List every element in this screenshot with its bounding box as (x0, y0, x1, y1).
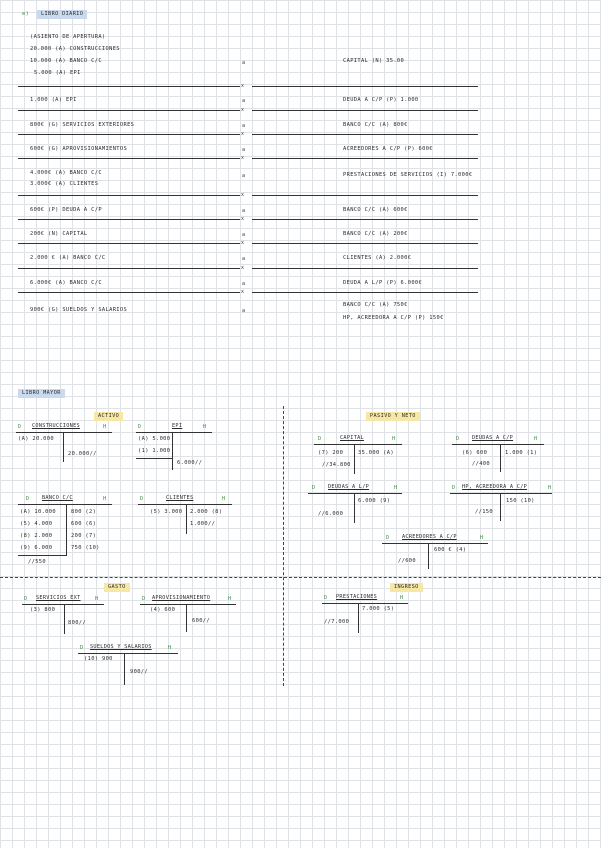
separator-x: x (241, 107, 245, 113)
vertical-divider (283, 406, 284, 686)
t-center-line (124, 653, 125, 685)
account-name: CAPITAL (340, 435, 364, 441)
debe-label: D (24, 596, 28, 602)
entry-debit: 900€ (G) SUELDOS Y SALARIOS (30, 307, 128, 313)
haber-entry: 600 € (4) (434, 547, 467, 553)
debe-entry: (A) 5.000 (138, 436, 171, 442)
t-center-line (63, 432, 64, 462)
separator-line (252, 243, 478, 244)
t-top-line (136, 432, 212, 433)
debe-entry: (5) 3.000 (150, 509, 183, 515)
opening-line: 20.000 (A) CONSTRUCCIONES (30, 46, 120, 52)
account-name: SERVICIOS EXT (36, 595, 81, 601)
section-activo: ACTIVO (94, 412, 123, 421)
t-center-line (428, 543, 429, 569)
t-center-line (358, 603, 359, 633)
balance: //150 (475, 509, 493, 515)
entry-debit: 3.000€ (A) CLIENTES (30, 181, 99, 187)
haber-label: H (534, 436, 538, 442)
separator-line (18, 110, 240, 111)
section-ingreso: INGRESO (390, 583, 423, 592)
haber-label: H (394, 485, 398, 491)
haber-label: H (103, 424, 107, 430)
separator-x: x (241, 192, 245, 198)
haber-entry: 35.000 (A) (358, 450, 394, 456)
debe-entry: (8) 2.000 (20, 533, 53, 539)
entry-credit: DEUDA A L/P (P) 6.000€ (343, 280, 423, 286)
horizontal-divider (0, 577, 601, 578)
debe-label: D (386, 535, 390, 541)
balance: //550 (28, 559, 46, 565)
account-name: CLIENTES (166, 495, 194, 501)
balance: //6.000 (318, 511, 344, 517)
entry-credit: HP, ACREEDORA A C/P (P) 150€ (343, 315, 444, 321)
separator-line (252, 268, 478, 269)
entry-a: a (242, 98, 246, 104)
t-top-line (382, 543, 488, 544)
section-pasivo: PASIVO Y NETO (366, 412, 420, 421)
separator-x: x (241, 289, 245, 295)
account-name: DEUDAS A L/P (328, 484, 370, 490)
haber-entry: 6.000 (9) (358, 498, 391, 504)
opening-line: 5.000 (A) EPI (34, 70, 81, 76)
account-name: DEUDAS A C/P (472, 435, 514, 441)
entry-a: a (242, 256, 246, 262)
haber-entry: 600 (6) (71, 521, 97, 527)
entry-a: a (242, 60, 246, 66)
debe-entry: (6) 600 (462, 450, 488, 456)
entry-debit: 600€ (P) DEUDA A C/P (30, 207, 102, 213)
debe-label: D (456, 436, 460, 442)
entry-credit: CLIENTES (A) 2.000€ (343, 255, 412, 261)
separator-line (252, 158, 478, 159)
entry-credit: ACREEDORES A C/P (P) 600€ (343, 146, 433, 152)
haber-entry: 750 (10) (71, 545, 100, 551)
entry-credit: BANCO C/C (A) 600€ (343, 207, 408, 213)
debe-entry: (A) 10.000 (20, 509, 56, 515)
t-center-line (354, 493, 355, 523)
entry-debit: 2.000 € (A) BANCO C/C (30, 255, 106, 261)
entry-debit: 6.000€ (A) BANCO C/C (30, 280, 102, 286)
debe-label: D (142, 596, 146, 602)
t-center-line (500, 444, 501, 472)
account-name: SUELDOS Y SALARIOS (90, 644, 152, 650)
entry-a: a (242, 232, 246, 238)
haber-entry: 7.000 (5) (362, 606, 395, 612)
entry-credit: PRESTACIONES DE SERVICIOS (I) 7.000€ (343, 172, 473, 178)
debe-label: D (140, 496, 144, 502)
libro-diario-title: LIBRO DIARIO (37, 10, 87, 19)
entry-credit: CAPITAL (N) 35.00 (343, 58, 405, 64)
entry-credit: DEUDA A C/P (P) 1.000 (343, 97, 419, 103)
separator-x: x (241, 265, 245, 271)
haber-label: H (400, 595, 404, 601)
debe-label: D (138, 424, 142, 430)
balance: //600 (398, 558, 416, 564)
balance: //34.800 (322, 462, 351, 468)
account-name: BANCO C/C (42, 495, 73, 501)
debe-entry: (10) 900 (84, 656, 113, 662)
debe-label: D (18, 424, 22, 430)
account-name: HP, ACREEDORA A C/P (462, 484, 528, 490)
account-name: PRESTACIONES (336, 594, 378, 600)
haber-label: H (228, 596, 232, 602)
haber-label: H (103, 496, 107, 502)
separator-line (252, 86, 478, 87)
debe-entry: (5) 4.000 (20, 521, 53, 527)
t-top-line (314, 444, 402, 445)
haber-label: H (168, 645, 172, 651)
haber-entry: 2.000 (8) (190, 509, 223, 515)
balance: 800// (68, 620, 86, 626)
separator-x: x (241, 155, 245, 161)
entry-credit: BANCO C/C (A) 800€ (343, 122, 408, 128)
t-center-line (500, 493, 501, 521)
separator-line (18, 86, 240, 87)
balance: 20.000// (68, 451, 97, 457)
t-top-line (78, 653, 178, 654)
opening-line: (ASIENTO DE APERTURA) (30, 34, 106, 40)
entry-debit: 1.000 (A) EPI (30, 97, 77, 103)
separator-line (252, 195, 478, 196)
balance: 1.000// (190, 521, 216, 527)
entry-a: a (242, 308, 246, 314)
section-gasto: GASTO (104, 583, 130, 592)
t-center-line (172, 432, 173, 470)
separator-line (18, 134, 240, 135)
balance: //7.000 (324, 619, 350, 625)
debe-label: D (80, 645, 84, 651)
separator-line (18, 219, 240, 220)
separator-line (252, 292, 478, 293)
separator-line (18, 292, 240, 293)
t-top-line (138, 504, 232, 505)
separator-x: x (241, 216, 245, 222)
debe-entry: (3) 800 (30, 607, 56, 613)
t-center-line (354, 444, 355, 474)
haber-label: H (222, 496, 226, 502)
entry-debit: 4.000€ (A) BANCO C/C (30, 170, 102, 176)
haber-label: H (548, 485, 552, 491)
t-top-line (140, 604, 236, 605)
t-center-line (186, 504, 187, 534)
haber-label: H (392, 436, 396, 442)
haber-label: H (480, 535, 484, 541)
debe-label: D (324, 595, 328, 601)
account-name: APROVISIONAMIENTO (152, 595, 211, 601)
libro-mayor-title: LIBRO MAYOR (18, 389, 65, 398)
opening-line: 10.000 (A) BANCO C/C (30, 58, 102, 64)
entry-credit: BANCO C/C (A) 750€ (343, 302, 408, 308)
entry-a: a (242, 281, 246, 287)
balance: 900// (130, 669, 148, 675)
entry-debit: 600€ (G) APROVISIONAMIENTOS (30, 146, 128, 152)
t-top-line (18, 504, 112, 505)
separator-line (18, 195, 240, 196)
t-top-line (452, 444, 544, 445)
entry-a: a (242, 123, 246, 129)
t-center-line (66, 504, 67, 556)
balance: //400 (472, 461, 490, 467)
separator-line (252, 219, 478, 220)
t-center-line (186, 604, 187, 632)
separator-line (18, 268, 240, 269)
account-name: CONSTRUCCIONES (32, 423, 80, 429)
balance: 6.000// (177, 460, 203, 466)
debe-label: D (452, 485, 456, 491)
haber-entry: 1.000 (1) (505, 450, 538, 456)
t-top-line (322, 603, 408, 604)
debe-entry: (7) 200 (318, 450, 344, 456)
entry-a: a (242, 208, 246, 214)
entry-debit: 200€ (N) CAPITAL (30, 231, 88, 237)
account-name: EPI (172, 423, 183, 429)
separator-line (252, 110, 478, 111)
debe-entry: (A) 20.000 (18, 436, 54, 442)
haber-label: H (203, 424, 207, 430)
entry-debit: 800€ (G) SERVICIOS EXTERIORES (30, 122, 135, 128)
separator-line (252, 134, 478, 135)
separator-line (18, 158, 240, 159)
debe-entry: (4) 600 (150, 607, 176, 613)
account-name: ACREEDORES A C/P (402, 534, 457, 540)
debe-label: D (318, 436, 322, 442)
sum-line (18, 555, 66, 556)
balance: 600// (192, 618, 210, 624)
t-top-line (22, 604, 104, 605)
debe-entry: (9) 6.000 (20, 545, 53, 551)
haber-label: H (95, 596, 99, 602)
debe-label: D (312, 485, 316, 491)
debe-label: D (26, 496, 30, 502)
t-center-line (64, 604, 65, 634)
haber-entry: 200 (7) (71, 533, 97, 539)
haber-entry: 800 (2) (71, 509, 97, 515)
sum-line (136, 458, 172, 459)
separator-x: x (241, 83, 245, 89)
separator-x: x (241, 240, 245, 246)
separator-line (18, 243, 240, 244)
haber-entry: 150 (10) (506, 498, 535, 504)
entry-credit: BANCO C/C (A) 200€ (343, 231, 408, 237)
entry-a: a (242, 173, 246, 179)
debe-entry: (1) 1.000 (138, 448, 171, 454)
part-label: e) (22, 11, 30, 17)
separator-x: x (241, 131, 245, 137)
entry-a: a (242, 147, 246, 153)
